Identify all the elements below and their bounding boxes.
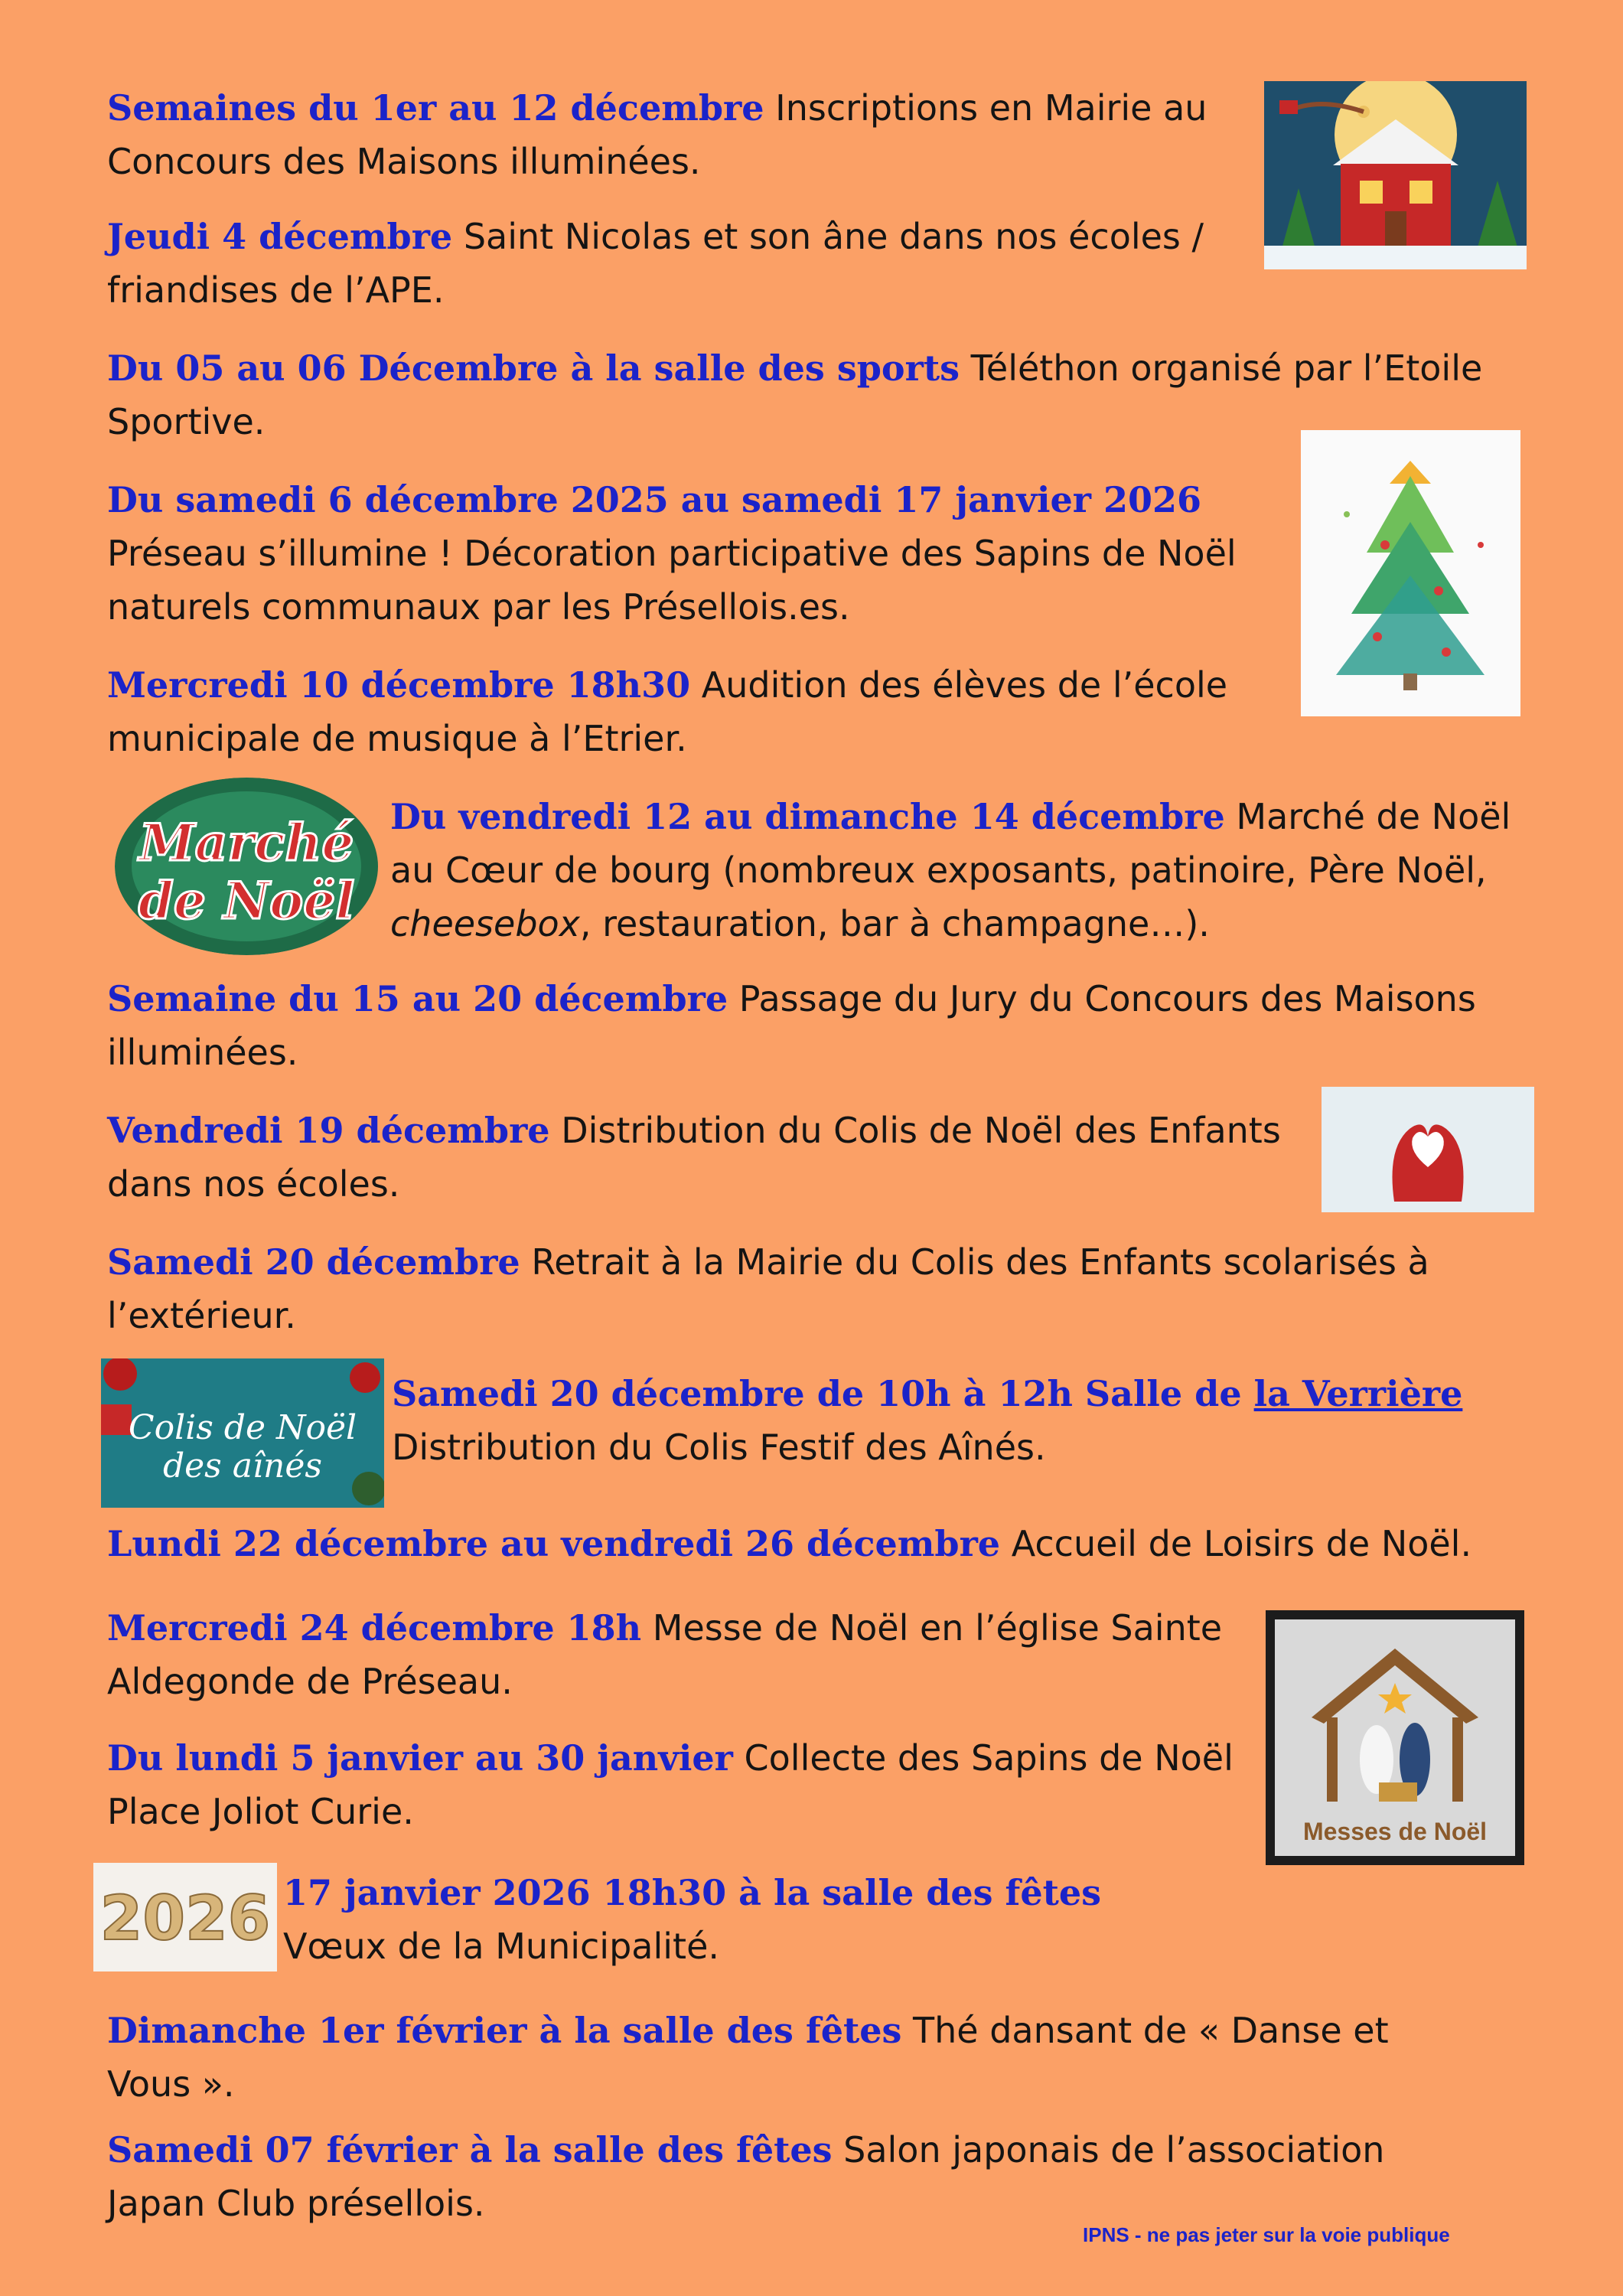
event-text: Inscriptions en Mairie au Concours des Maisons illuminées.: [107, 87, 1207, 182]
event-heading: Du lundi 5 janvier au 30 janvier: [107, 1737, 733, 1779]
event-heading: Du 05 au 06 Décembre à la salle des sports: [107, 347, 960, 389]
event-heading: Du vendredi 12 au dimanche 14 décembre: [390, 796, 1225, 837]
event-4: [107, 473, 1270, 634]
messes-label-text: Messes de Noël: [1302, 1818, 1488, 1845]
event-text: Saint Nicolas et son âne dans nos écoles / friandises de l’APE.: [107, 216, 1204, 311]
marche-line1-text: Marché: [139, 813, 354, 872]
event-text-after: , restauration, bar à champagne…).: [579, 903, 1210, 944]
event-text: Salon japonais de l’association Japan Club présellois.: [107, 2129, 1385, 2224]
la-verriere-link[interactable]: la Verrière: [1253, 1373, 1463, 1414]
colis-line1-text: Colis de Noël: [128, 1408, 357, 1447]
event-text: Passage du Jury du Concours des Maisons illuminées.: [107, 978, 1476, 1073]
event-text: Marché de Noël au Cœur de bourg (nombreux exposants, patinoire, Père Noël,: [390, 796, 1511, 891]
watercolor-tree-image: [1301, 430, 1520, 716]
event-11: [107, 1517, 1546, 1570]
event-5: [107, 658, 1255, 765]
marche-line2-text: de Noël: [138, 871, 355, 931]
footer-note: IPNS - ne pas jeter sur la voie publique: [1083, 2223, 1450, 2246]
event-heading: Mercredi 10 décembre 18h30: [107, 664, 691, 706]
event-9: [107, 1235, 1538, 1342]
event-heading: Semaine du 15 au 20 décembre: [107, 978, 728, 1019]
event-heading: Samedi 07 février à la salle des fêtes: [107, 2129, 833, 2170]
event-1: [107, 81, 1232, 188]
event-heading-text: Samedi 20 décembre de 10h à 12h Salle de: [392, 1373, 1242, 1414]
year-label-text: 2026: [99, 1883, 271, 1954]
heart-mittens-image: [1322, 1087, 1534, 1212]
event-text: Distribution du Colis de Noël des Enfants dans nos écoles.: [107, 1110, 1281, 1205]
event-6: [390, 790, 1523, 951]
event-text: Téléthon organisé par l’Etoile Sportive.: [107, 347, 1483, 442]
event-text: Retrait à la Mairie du Colis des Enfants scolarisés à l’extérieur.: [107, 1241, 1429, 1336]
event-heading: 17 janvier 2026 18h30 à la salle des fêtes: [283, 1872, 1102, 1913]
event-text: Audition des élèves de l’école municipale de musique à l’Etrier.: [107, 664, 1228, 759]
event-8: [107, 1104, 1324, 1211]
event-15: [107, 2004, 1462, 2111]
event-heading: Du samedi 6 décembre 2025 au samedi 17 janvier 2026: [107, 479, 1201, 520]
event-text: Vœux de la Municipalité.: [283, 1926, 719, 1967]
marche-de-noel-image: [115, 778, 379, 955]
event-heading: Lundi 22 décembre au vendredi 26 décembre: [107, 1523, 1001, 1564]
event-13: [107, 1731, 1240, 1838]
event-heading: Jeudi 4 décembre: [107, 216, 453, 257]
event-heading: Dimanche 1er février à la salle des fêtes: [107, 2010, 902, 2051]
christmas-house-image: [1264, 81, 1527, 269]
event-12: [107, 1601, 1240, 1708]
event-text: Collecte des Sapins de Noël Place Joliot Curie.: [107, 1737, 1234, 1832]
event-heading: [392, 1373, 1462, 1414]
event-14: [283, 1866, 1507, 1973]
year-2026-image: [93, 1863, 277, 1971]
event-2: [107, 210, 1232, 317]
event-heading: Vendredi 19 décembre: [107, 1110, 550, 1151]
event-text: Distribution du Colis Festif des Aînés.: [392, 1427, 1046, 1468]
event-heading: Samedi 20 décembre: [107, 1241, 520, 1283]
event-text: Messe de Noël en l’église Sainte Aldegonde de Préseau.: [107, 1607, 1223, 1702]
colis-des-aines-image: [101, 1358, 384, 1508]
event-7: [107, 972, 1538, 1079]
event-10: [392, 1367, 1540, 1474]
event-heading: Mercredi 24 décembre 18h: [107, 1607, 642, 1649]
event-text-italic: cheesebox: [390, 903, 580, 944]
event-heading: Semaines du 1er au 12 décembre: [107, 87, 764, 129]
event-text: Préseau s’illumine ! Décoration participative des Sapins de Noël naturels communaux par les Présellois.es.: [107, 533, 1237, 628]
event-16: [107, 2123, 1469, 2230]
messes-de-noel-image: [1266, 1610, 1524, 1865]
colis-line2-text: des aînés: [162, 1446, 323, 1486]
event-text: Thé dansant de « Danse et Vous ».: [107, 2010, 1389, 2105]
event-text: Accueil de Loisirs de Noël.: [1011, 1523, 1472, 1564]
